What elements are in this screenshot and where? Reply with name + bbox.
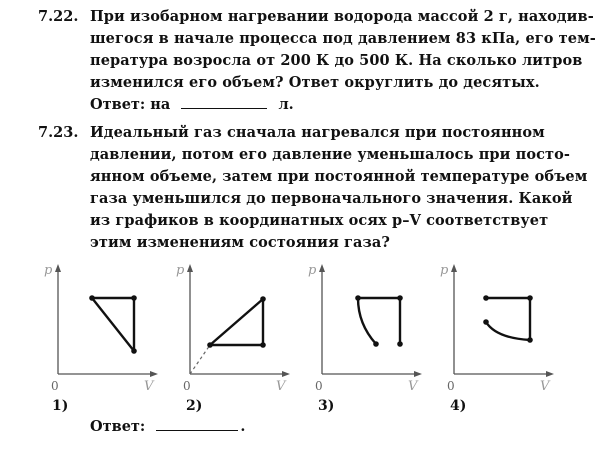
pv-diagram-2 [176,262,305,394]
answer-blank[interactable] [181,96,267,109]
pv-diagram-4 [440,262,569,394]
pv-diagram-1 [44,262,173,394]
origin-label: 0 [183,379,191,393]
answer-line [90,96,294,113]
graph-1[interactable] [44,262,173,394]
axis-label-p: p [176,263,185,278]
origin-label: 0 [447,379,455,393]
problem-text-line: газа уменьшился до первоначального значения. Какой [90,190,573,207]
problem-text-line: этим изменениям состояния газа? [90,234,390,251]
graph-4[interactable] [440,262,569,394]
axis-label-p: p [44,263,53,278]
problem-text-line: шегося в начале процесса под давлением 83 кПа, его тем- [90,30,596,47]
graph-3[interactable] [308,262,437,394]
answer-end: . [240,418,246,435]
graph-label-2: 2) [186,398,203,414]
axis-label-v: V [144,379,154,394]
answer-line-7-23 [90,418,245,435]
axis-label-p: p [308,263,317,278]
pv-diagram-3 [308,262,437,394]
axis-label-v: V [276,379,286,394]
answer-prefix: Ответ: на [90,96,171,113]
problem-text-line: изменился его объем? Ответ округлить до десятых. [90,74,540,91]
origin-label: 0 [315,379,323,393]
axis-label-v: V [408,379,418,394]
answer-blank[interactable] [156,418,238,431]
problem-number: 7.23. [38,124,79,141]
problem-text-line: пература возросла от 200 К до 500 К. На сколько литров [90,52,583,69]
problem-text-line: давлении, потом его давление уменьшалось при посто- [90,146,571,163]
problem-text-line: При изобарном нагревании водорода массой 2 г, находив- [90,8,594,25]
graph-label-4: 4) [450,398,467,414]
problem-number: 7.22. [38,8,79,25]
problem-text-line: янном объеме, затем при постоянной температуре объем [90,168,588,185]
problem-text-line: из графиков в координатных осях p–V соответствует [90,212,549,229]
origin-label: 0 [51,379,59,393]
problem-text-line: Идеальный газ сначала нагревался при постоянном [90,124,545,141]
graph-2[interactable] [176,262,305,394]
answer-label: Ответ: [90,418,146,435]
axis-label-v: V [540,379,550,394]
axis-label-p: p [440,263,449,278]
graph-label-3: 3) [318,398,335,414]
answer-unit: л. [278,96,294,113]
graph-label-1: 1) [52,398,69,414]
